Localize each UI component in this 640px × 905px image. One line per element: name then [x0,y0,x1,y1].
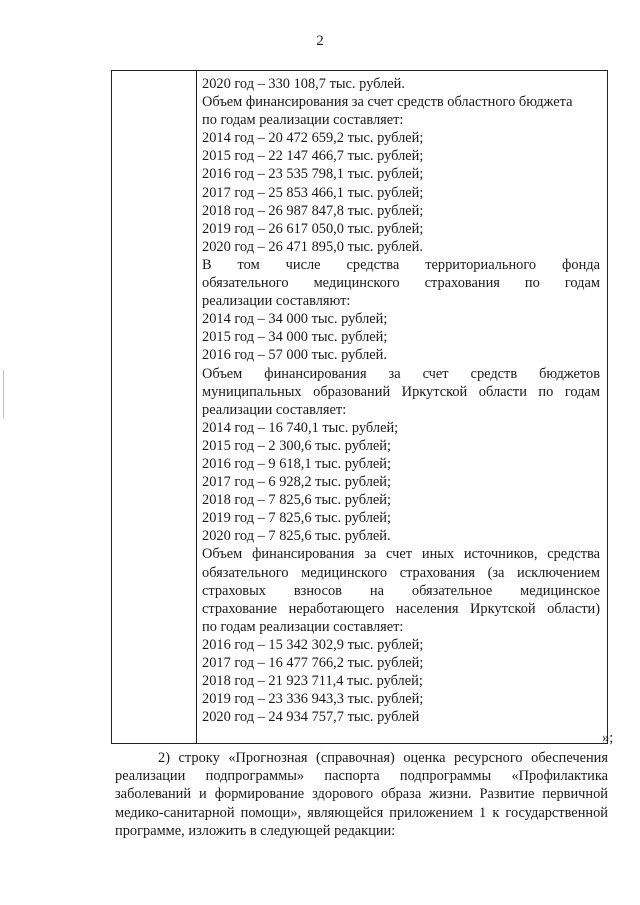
table-line: 2014 год – 16 740,1 тыс. рублей; [202,419,399,436]
table-line: В том числе средства территориального фонда [202,256,600,273]
table-line: 2018 год – 7 825,6 тыс. рублей; [202,492,391,509]
table-line: 2018 год – 21 923 711,4 тыс. рублей; [202,673,423,690]
table-line: Объем финансирования за счет средств областного бюджета [202,94,573,111]
margin-mark [3,370,4,418]
table-line: 2015 год – 22 147 466,7 тыс. рублей; [202,148,424,165]
page-number: 2 [316,33,324,49]
table-line: 2018 год – 26 987 847,8 тыс. рублей; [202,202,424,219]
table-line: 2019 год – 26 617 050,0 тыс. рублей; [202,220,424,237]
table-line: 2020 год – 26 471 895,0 тыс. рублей. [202,238,423,255]
table-line: обязательного медицинского страхования (за исключением [202,564,600,581]
table-line: 2016 год – 9 618,1 тыс. рублей; [202,455,391,472]
paragraph-line: программе, изложить в следующей редакции: [115,822,396,839]
table-line: 2015 год – 2 300,6 тыс. рублей; [202,437,391,454]
paragraph-line: реализации подпрограммы» паспорта подпрограммы «Профилактика [115,768,608,785]
paragraph-line: 2) строку «Прогнозная (справочная) оценка ресурсного обеспечения [158,750,608,766]
table-line: по годам реализации составляет: [202,618,404,635]
table-line: обязательного медицинского страхования по годам [202,275,600,292]
funding-cell [202,75,600,726]
paragraph-line: заболеваний и формирование здорового образа жизни. Развитие первичной [115,786,608,803]
table-line: по годам реализации составляет: [202,112,404,129]
table-line: Объем финансирования за счет средств бюджетов [202,365,600,382]
table-line: Объем финансирования за счет иных источников, средства [202,546,600,563]
table-line: страхование неработающего населения Иркутской области) [202,600,600,617]
closing-quote-mark: »; [602,730,614,746]
table-line: 2017 год – 25 853 466,1 тыс. рублей; [202,184,424,201]
table-line: 2019 год – 7 825,6 тыс. рублей; [202,510,391,527]
table-line: 2017 год – 6 928,2 тыс. рублей; [202,474,391,491]
table-line: 2016 год – 23 535 798,1 тыс. рублей; [202,166,424,183]
table-line: 2014 год – 20 472 659,2 тыс. рублей; [202,130,424,147]
table-line: 2020 год – 7 825,6 тыс. рублей. [202,528,391,545]
table-line: реализации составляет: [202,401,347,418]
paragraph-line: медико-санитарной помощи», являющейся приложением 1 к государственной [115,804,608,821]
table-line: 2014 год – 34 000 тыс. рублей; [202,311,388,328]
amendment-paragraph [115,749,608,840]
table-line: 2016 год – 15 342 302,9 тыс. рублей; [202,636,424,653]
table-line: 2017 год – 16 477 766,2 тыс. рублей; [202,655,424,671]
table-line: 2020 год – 330 108,7 тыс. рублей. [202,76,405,92]
table-line: 2019 год – 23 336 943,3 тыс. рублей; [202,691,424,708]
table-line: страховых взносов на обязательное медицинское [202,582,600,599]
table-line: 2020 год – 24 934 757,7 тыс. рублей [202,709,420,726]
table-line: муниципальных образований Иркутской области по годам [202,383,600,400]
table-line: 2015 год – 34 000 тыс. рублей; [202,329,388,346]
table-line: 2016 год – 57 000 тыс. рублей. [202,347,387,364]
table-line: реализации составляют: [202,293,351,310]
table-column-divider [196,70,197,744]
